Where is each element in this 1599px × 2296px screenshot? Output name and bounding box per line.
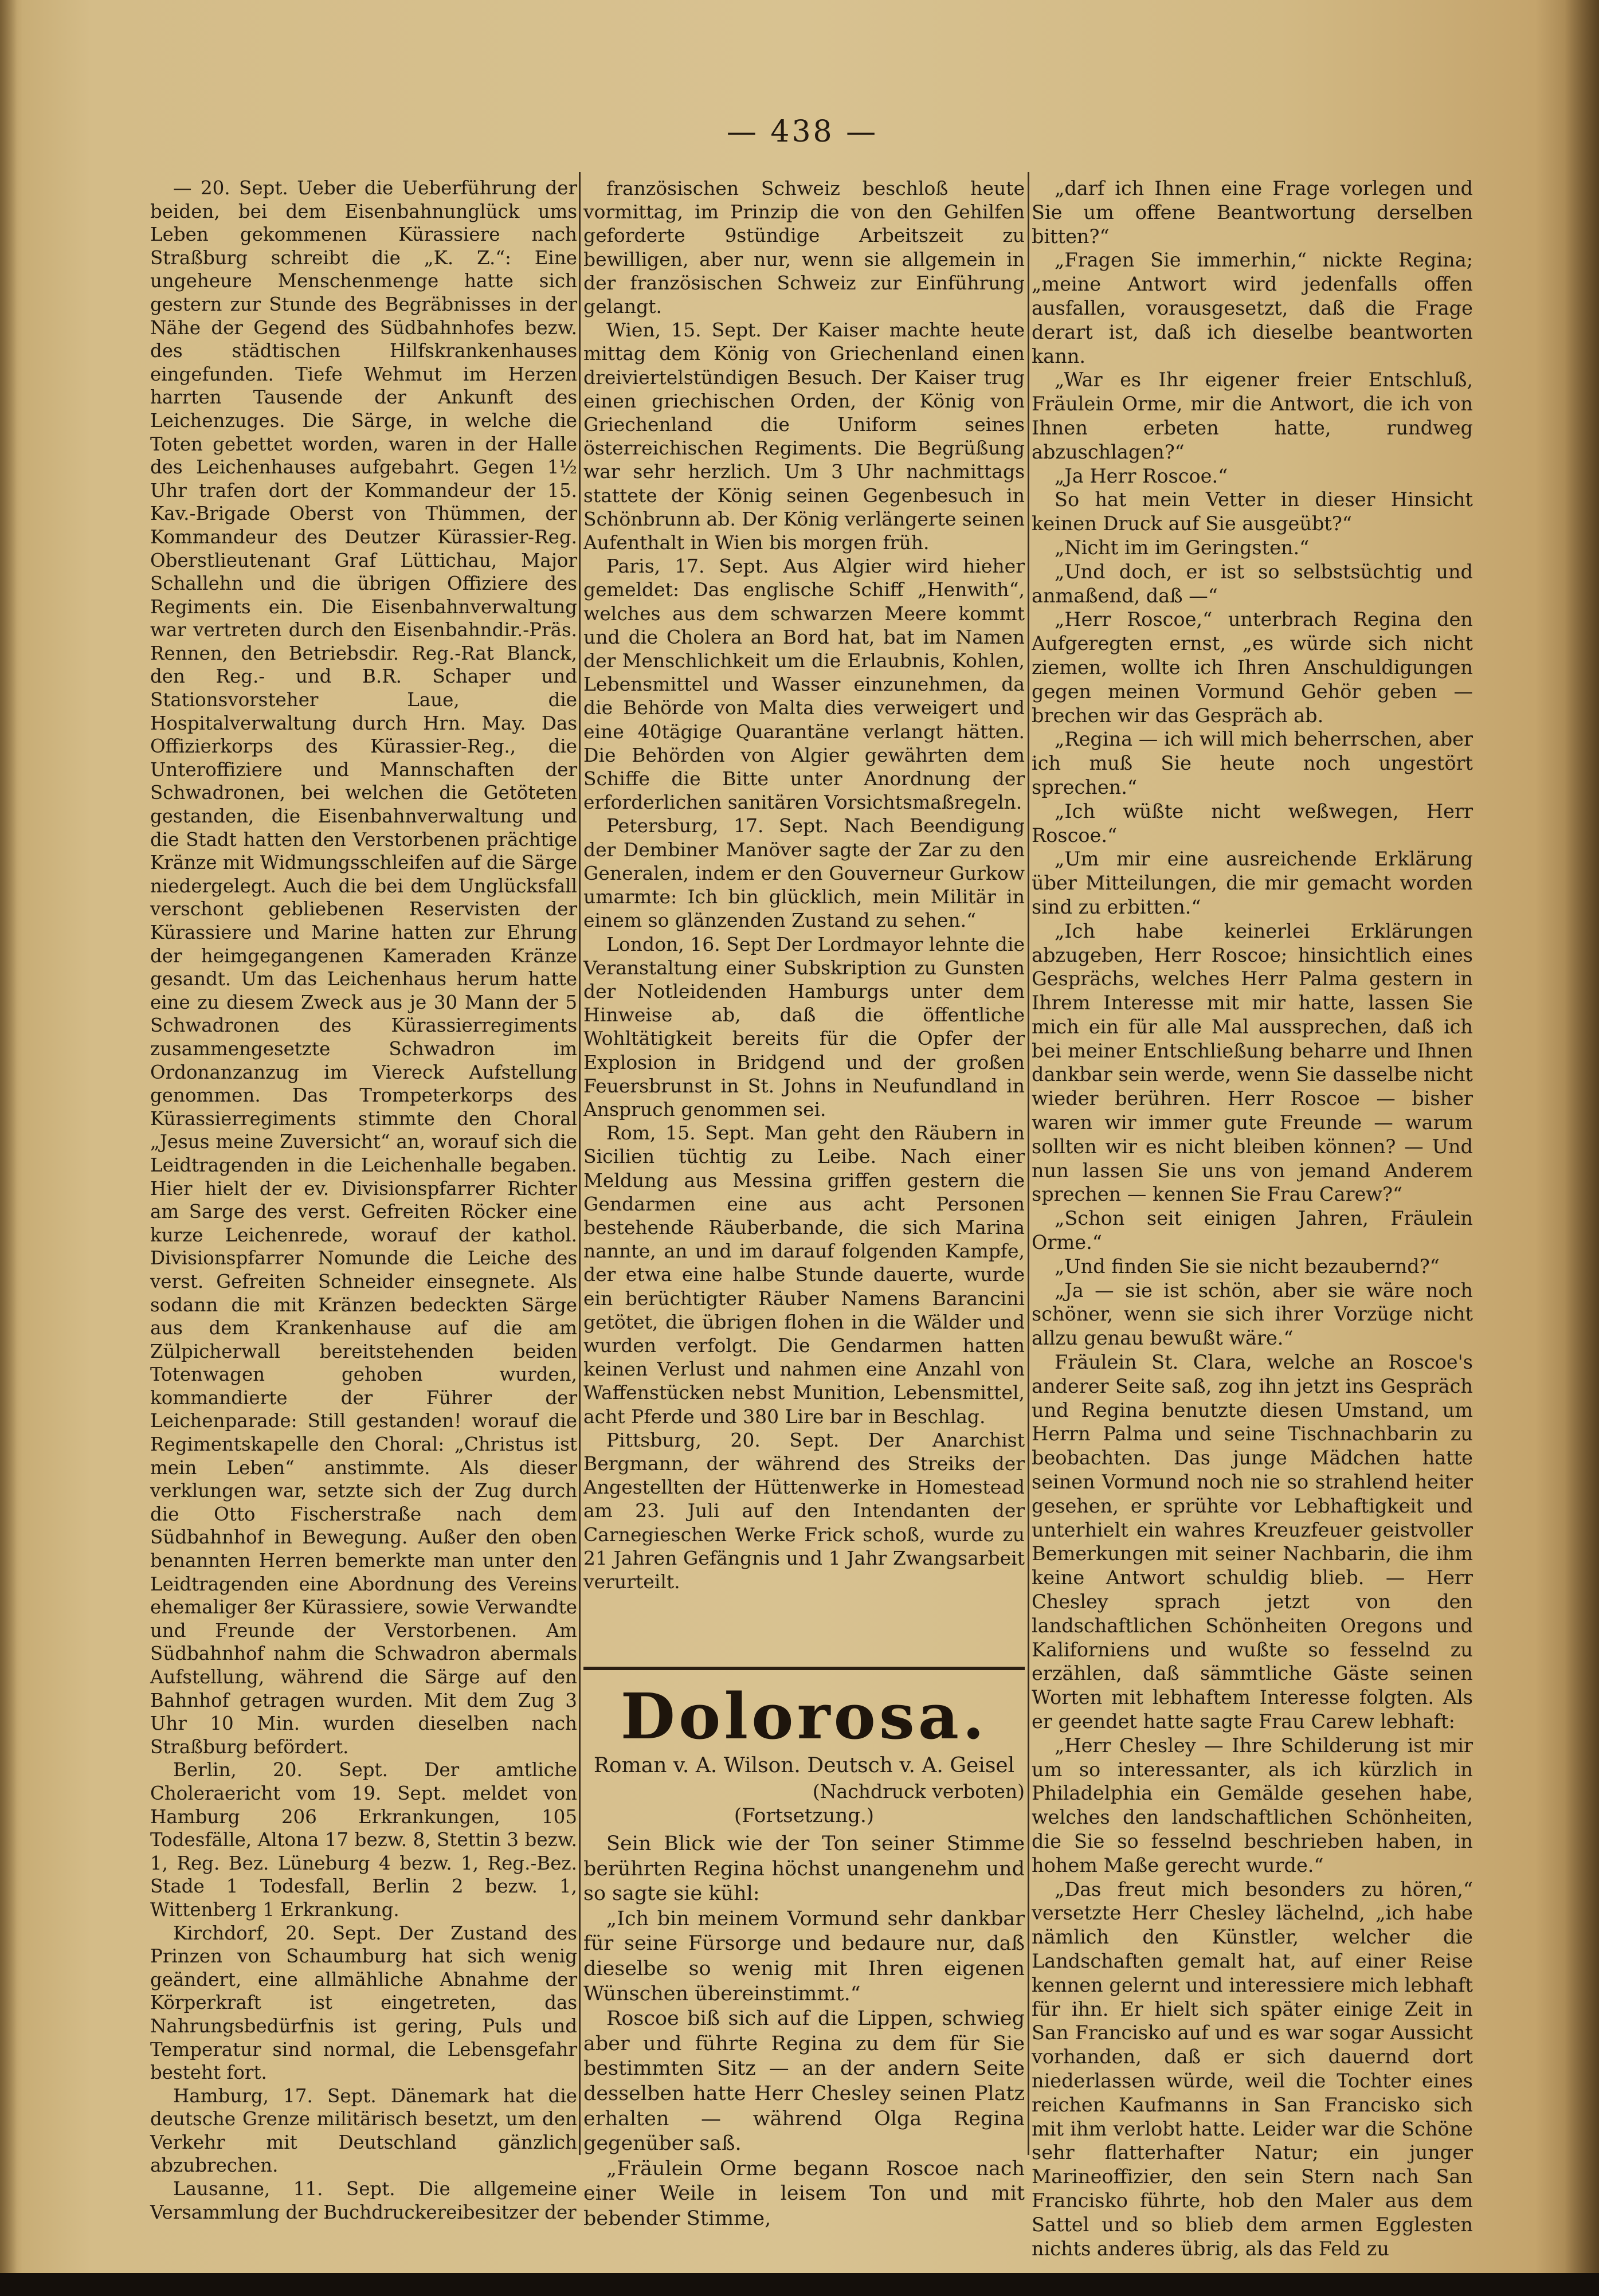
article-pittsburg: Pittsburg, 20. Sept. Der Anarchist Bergmann, der während des Streiks der Angestellten der Hüttenwerke in Homestead am 23. Juli auf den Intendanten der Carnegieschen Werke Frick schoß, wurde zu 21 Jahren Gefängnis und 1 Jahr Zwangsarbeit verurteilt. [583,1428,1025,1593]
article-london: London, 16. Sept Der Lordmayor lehnte die Veranstaltung einer Subskription zu Gunsten der Notleidenden Hamburgs unter dem Hinweise ab, daß die öffentliche Wohltätigkeit bereits für die Opfer der Explosion in Bridgend und der großen Feuersbrunst in St. Johns in Neufundland in Anspruch genommen sei. [583,932,1025,1120]
column-divider-2 [1028,172,1029,2155]
novel-text [583,1832,1025,2232]
novel-copyright-note: (Nachdruck verboten) [812,1780,1025,1803]
novel-byline: Roman v. A. Wilson. Deutsch v. A. Geisel [593,1754,1015,1777]
novel-top-rule [583,1667,1025,1670]
novel-paragraph: So hat mein Vetter in dieser Hinsicht keinen Druck auf Sie ausgeübt?“ [1032,488,1473,535]
novel-paragraph: „War es Ihr eigener freier Entschluß, Fräulein Orme, mir die Antwort, die ich von Ihnen erbeten hatte, rundweg abzuschlagen?“ [1032,369,1473,463]
column-2 [583,177,1025,1593]
novel-paragraph: „Nicht im im Geringsten.“ [1055,536,1310,559]
novel-paragraph: „Ich wüßte nicht weßwegen, Herr Roscoe.“ [1032,800,1473,847]
article-kirchdorf: Kirchdorf, 20. Sept. Der Zustand des Prinzen von Schaumburg hat sich wenig geändert, eine allmähliche Abnahme der Körperkraft ist eingetreten, das Nahrungsbedürfnis ist gering, Puls und Temperatur sind normal, die Lebensgefahr besteht fort. [150,1922,577,2084]
novel-paragraph: Sein Blick wie der Ton seiner Stimme berührten Regina höchst unangenehm und so sagte sie kühl: [583,1832,1025,1906]
article-lausanne-cont: französischen Schweiz beschloß heute vormittag, im Prinzip die von den Gehilfen geforderte 9stündige Arbeitszeit zu bewilligen, aber nur, wenn sie allgemein in der französischen Schweiz zur Einführung gelangt. [583,177,1025,318]
novel-paragraph: „Fräulein Orme begann Roscoe nach einer Weile in leisem Ton und mit bebender Stimme, [583,2157,1025,2230]
page-number: — 438 — [726,115,879,149]
article-wien: Wien, 15. Sept. Der Kaiser machte heute mittag dem König von Griechenland einen dreiviertelstündigen Besuch. Der Kaiser trug einen griechischen Orden, der König von Griechenland die Uniform seines österreichischen Regiments. Die Begrüßung war sehr herzlich. Um 3 Uhr nachmittags stattete der König seinen Gegenbesuch in Schönbrunn ab. Der König verlängerte seinen Aufenthalt in Wien bis morgen früh. [583,319,1025,554]
article-berlin: Berlin, 20. Sept. Der amtliche Choleraericht vom 19. Sept. meldet von Hamburg 206 Erkrankungen, 105 Todesfälle, Altona 17 bezw. 8, Stettin 3 bezw. 1, Reg. Bez. Lüneburg 4 bezw. 1, Reg.-Bez. Stade 1 Todesfall, Berlin 2 bezw. 1, Wittenberg 1 Erkrankung. [150,1759,577,1921]
column-1 [150,177,577,2224]
novel-paragraph: „Ich habe keinerlei Erklärungen abzugeben, Herr Roscoe; hinsichtlich eines Gesprächs, welches Herr Palma gestern in Ihrem Interesse mit mir hatte, lassen Sie mich ein für alle Mal aussprechen, daß ich bei meiner Entschließung beharre und Ihnen dankbar sein werde, wenn Sie dasselbe nicht wieder berühren. Herr Roscoe — bisher waren wir immer gute Freunde — warum sollten wir es nicht bleiben können? — Und nun lassen Sie uns von jemand Anderem sprechen — kennen Sie Frau Carew?“ [1032,919,1473,1206]
novel-paragraph: „darf ich Ihnen eine Frage vorlegen und Sie um offene Beantwortung derselben bitten?“ [1032,177,1473,248]
article-petersburg: Petersburg, 17. Sept. Nach Beendigung der Dembiner Manöver sagte der Zar zu den Generalen, indem er den Gouverneur Gurkow umarmte: Ich bin glücklich, mein Militär in einem so glänzenden Zustand zu sehen.“ [583,814,1025,932]
novel-title: Dolorosa. [620,1679,988,1753]
novel-paragraph: „Und finden Sie sie nicht bezaubernd?“ [1055,1255,1440,1278]
novel-paragraph: „Ja Herr Roscoe.“ [1055,464,1228,487]
novel-paragraph: Roscoe biß sich auf die Lippen, schwieg aber und führte Regina zu dem für Sie bestimmten Sitz — an der andern Seite desselben hatte Herr Chesley seinen Platz erhalten — während Olga Regina gegenüber saß. [583,2007,1025,2156]
novel-paragraph: „Um mir eine ausreichende Erklärung über Mitteilungen, die mir gemacht worden sind zu erbitten.“ [1032,848,1473,918]
novel-paragraph: „Herr Roscoe,“ unterbrach Regina den Aufgeregten ernst, „es würde sich nicht ziemen, wollte ich Ihren Anschuldigungen gegen meinen Vormund Gehör geben — brechen wir das Gespräch ab. [1032,608,1473,727]
novel-paragraph: „Herr Chesley — Ihre Schilderung ist mir um so interessanter, als ich kürzlich in Philadelphia ein Gemälde gesehen habe, welches den landschaftlichen Schönheiten, die Sie so fesselnd beschrieben haben, in hohem Maße gerecht wurde.“ [1032,1734,1473,1876]
edge-shadow [1565,0,1599,2296]
novel-paragraph: „Schon seit einigen Jahren, Fräulein Orme.“ [1032,1207,1473,1254]
article-paris: Paris, 17. Sept. Aus Algier wird hieher gemeldet: Das englische Schiff „Henwith“, welches aus dem schwarzen Meere kommt und die Cholera an Bord hat, bat im Namen der Menschlichkeit um die Erlaubnis, Kohlen, Lebensmittel und Wasser einzunehmen, da die Behörde von Malta dies verweigert und eine 40tägige Quarantäne verlangt hätten. Die Behörden von Algier gewährten dem Schiffe die Bitte unter Anordnung der erforderlichen sanitären Vorsichtsmaßregeln. [583,555,1025,814]
article-strassburg: — 20. Sept. Ueber die Ueberführung der beiden, bei dem Eisenbahnunglück ums Leben gekommenen Kürassiere nach Straßburg schreibt die „K. Z.“: Eine ungeheure Menschenmenge hatte sich gestern zur Stunde des Begräbnisses in der Nähe der Gegend des Südbahnhofes bezw. des städtischen Hilfskrankenhauses eingefunden. Tiefe Wehmut im Herzen harrten Tausende der Ankunft des Leichenzuges. Die Särge, in welche die Toten gebettet worden, waren in der Halle des Leichenhauses aufgebahrt. Gegen 1½ Uhr trafen dort der Kommandeur der 15. Kav.-Brigade Oberst von Thümmen, der Kommandeur des Deutzer Kürassier-Reg. Oberstlieutenant Graf Lüttichau, Major Schallehn und die übrigen Offiziere des Regiments ein. Die Eisenbahnverwaltung war vertreten durch den Eisenbahndir.-Präs. Rennen, den Betriebsdir. Reg.-Rat Blanck, den Reg.- und B.R. Schaper und Stationsvorsteher Laue, die Hospitalverwaltung durch Hrn. May. Das Offizierkorps des Kürassier-Reg., die Unteroffiziere und Mannschaften der Schwadronen, bei welchen die Getöteten gestanden, die Eisenbahnverwaltung und die Stadt hatten den Verstorbenen prächtige Kränze mit Widmungsschleifen auf die Särge niedergelegt. Auch die bei dem Unglücksfall verschont gebliebenen Reservisten der Kürassiere und Marine hatten zur Ehrung der heimgegangenen Kameraden Kränze gesandt. Um das Leichenhaus herum hatte eine zu diesem Zweck aus je 30 Mann der 5 Schwadronen des Kürassierregiments zusammengesetzte Schwadron im Ordonanzanzug im Viereck Aufstellung genommen. Das Trompeterkorps des Kürassierregiments stimmte den Choral „Jesus meine Zuversicht“ an, worauf sich die Leidtragenden in die Leichenhalle begaben. Hier hielt der ev. Divisionspfarrer Richter am Sarge des verst. Gefreiten Röcker eine kurze Leichenrede, worauf der kathol. Divisionspfarrer Nomunde die Leiche des verst. Gefreiten Schneider einsegnete. Als sodann die mit Kränzen bedeckten Särge aus dem Krankenhause auf die am Zülpicherwall bereitstehenden beiden Totenwagen gehoben wurden, kommandierte der Führer der Leichenparade: Still gestanden! worauf die Regimentskapelle den Choral: „Christus ist mein Leben“ anstimmte. Als dieser verklungen war, setzte sich der Zug durch die Otto Fischerstraße nach dem Südbahnhof in Bewegung. Außer den oben benannten Herren bemerkte man unter den Leidtragenden eine Abordnung des Vereins ehemaliger 8er Kürassiere, sowie Verwandte und Freunde der Verstorbenen. Am Südbahnhof nahm die Schwadron abermals Aufstellung, während die Särge auf den Bahnhof getragen wurden. Mit dem Zug 3 Uhr 10 Min. wurden dieselben nach Straßburg befördert. [150,177,577,1758]
article-lausanne: Lausanne, 11. Sept. Die allgemeine Versammlung der Buchdruckereibesitzer der [150,2178,577,2223]
novel-paragraph: Fräulein St. Clara, welche an Roscoe's anderer Seite saß, zog ihn jetzt ins Gespräch und Regina benutzte diesen Umstand, um Herrn Palma und seine Tischnachbarin zu beobachten. Das junge Mädchen hatte seinen Vormund noch nie so strahlend heiter gesehen, er sprühte vor Lebhaftigkeit und unterhielt ein wahres Kreuzfeuer geistvoller Bemerkungen mit seiner Nachbarin, die ihm keine Antwort schuldig blieb. — Herr Chesley sprach jetzt von den landschaftlichen Schönheiten Oregons und Kaliforniens und wußte so fesselnd zu erzählen, daß sämmtliche Gäste seinen Worten mit lebhaftem Interesse folgten. Als er geendet hatte sagte Frau Carew lebhaft: [1032,1351,1473,1733]
article-hamburg: Hamburg, 17. Sept. Dänemark hat die deutsche Grenze militärisch besetzt, um den Verkehr mit Deutschland gänzlich abzubrechen. [150,2085,577,2177]
novel-paragraph: „Ja — sie ist schön, aber sie wäre noch schöner, wenn sie sich ihrer Vorzüge nicht allzu genau bewußt wäre.“ [1032,1279,1473,1350]
novel-paragraph: „Fragen Sie immerhin,“ nickte Regina; „meine Antwort wird jedenfalls offen ausfallen, vorausgesetzt, daß die Frage derart ist, daß ich dieselbe beantworten kann. [1032,249,1473,367]
novel-paragraph: „Regina — ich will mich beherrschen, aber ich muß Sie heute noch ungestört sprechen.“ [1032,728,1473,798]
novel-paragraph: „Und doch, er ist so selbstsüchtig und anmaßend, daß —“ [1032,560,1473,607]
novel-paragraph: „Das freut mich besonders zu hören,“ versetzte Herr Chesley lächelnd, „ich habe nämlich den Künstler, welcher die Landschaften gemalt hat, auf einer Reise kennen gelernt und interessiere mich lebhaft für ihn. Er hielt sich später einige Zeit in San Francisko auf und es war sogar Aussicht vorhanden, daß er sich dauernd dort niederlassen würde, weil die Tochter eines reichen Kaufmanns in San Francisko sich mit ihm verlobt hatte. Leider war die Schöne sehr flatterhafter Natur; ein junger Marineoffizier, den sein Stern nach San Francisko führte, hob den Maler aus dem Sattel und so blieb dem armen Egglesten nichts anderes übrig, als das Feld zu [1032,1878,1473,2260]
novel-continuation: (Fortsetzung.) [734,1804,875,1827]
novel-paragraph: „Ich bin meinem Vormund sehr dankbar für seine Fürsorge und bedaure nur, daß dieselbe so wenig mit Ihren eigenen Wünschen übereinstimmt.“ [583,1907,1025,2005]
column-3 [1032,177,1473,2260]
scan-bottom-edge [0,2273,1599,2296]
article-rom: Rom, 15. Sept. Man geht den Räubern in Sicilien tüchtig zu Leibe. Nach einer Meldung aus Messina griffen gestern die Gendarmen eine aus acht Personen bestehende Räuberbande, die sich Marina nannte, an und im darauf folgenden Kampfe, der etwa eine halbe Stunde dauerte, wurde ein berüchtigter Räuber Namens Barancini getötet, die übrigen flohen in die Wälder und wurden verfolgt. Die Gendarmen hatten keinen Verlust und nahmen eine Anzahl von Waffenstücken nebst Munition, Lebensmittel, acht Pferde und 380 Lire bar in Beschlag. [583,1122,1025,1428]
binding-shadow [0,0,17,2296]
column-divider-1 [579,172,581,2155]
